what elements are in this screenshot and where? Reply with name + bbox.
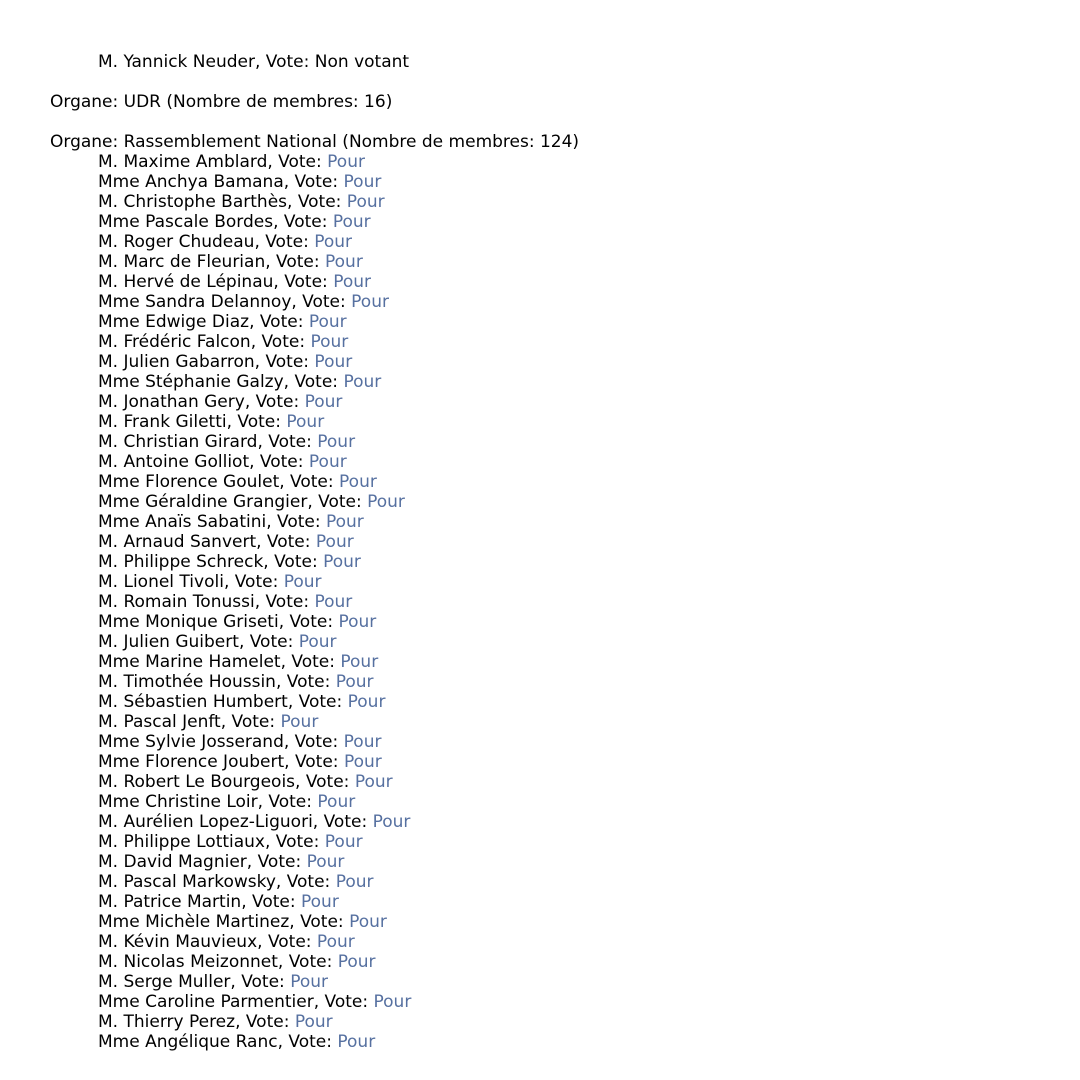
vote-prefix: , Vote:	[287, 692, 348, 712]
member-name: M. Robert Le Bourgeois	[98, 772, 296, 792]
member-entry	[50, 292, 1060, 312]
member-name: Mme Florence Joubert	[98, 752, 285, 772]
member-name: M. Philippe Lottiaux	[98, 832, 265, 852]
member-name: Mme Sylvie Josserand	[98, 732, 284, 752]
vote-prefix: , Vote:	[241, 892, 301, 912]
vote-value: Pour	[283, 572, 322, 592]
vote-value: Pour	[333, 272, 371, 292]
vote-prefix: , Vote:	[254, 352, 315, 372]
member-entry	[50, 432, 1060, 452]
member-name: M. Lionel Tivoli	[98, 572, 224, 592]
vote-value: Pour	[337, 1032, 376, 1052]
member-name: Mme Géraldine Grangier	[98, 492, 308, 512]
member-name: Mme Angélique Ranc	[98, 1032, 278, 1052]
member-entry	[50, 452, 1060, 472]
member-name: Mme Marine Hamelet	[98, 652, 281, 672]
vote-prefix: , Vote:	[265, 832, 325, 852]
member-name: M. Christophe Barthès	[98, 192, 288, 212]
spacer	[50, 112, 1060, 132]
member-entry	[50, 612, 1060, 632]
vote-prefix: , Vote:	[263, 552, 324, 572]
vote-prefix: , Vote:	[249, 452, 309, 472]
vote-prefix: , Vote:	[223, 572, 284, 592]
member-entry	[50, 1032, 1060, 1052]
vote-prefix: , Vote:	[280, 652, 341, 672]
member-name: M. Arnaud Sanvert	[98, 532, 257, 552]
member-entry	[50, 712, 1060, 732]
member-entry	[50, 372, 1060, 392]
member-entry	[50, 332, 1060, 352]
vote-prefix: , Vote:	[257, 432, 318, 452]
member-name: M. Maxime Amblard	[98, 152, 268, 172]
member-name: M. Timothée Houssin	[98, 672, 276, 692]
member-name: M. Hervé de Lépinau	[98, 272, 274, 292]
vote-value: Pour	[314, 352, 353, 372]
member-entry	[50, 952, 1060, 972]
vote-prefix: , Vote:	[295, 772, 355, 792]
member-list	[50, 152, 1060, 1052]
member-name: M. Christian Girard	[98, 432, 258, 452]
member-name: M. Julien Gabarron	[98, 352, 255, 372]
member-entry	[50, 592, 1060, 612]
vote-value: Pour	[325, 512, 364, 532]
vote-prefix: , Vote:	[283, 732, 344, 752]
vote-prefix: , Vote:	[244, 392, 305, 412]
vote-value: Pour	[314, 592, 353, 612]
member-name: M. Aurélien Lopez-Liguori	[98, 812, 313, 832]
vote-value: Pour	[308, 312, 347, 332]
member-name: M. Marc de Fleurian	[98, 252, 266, 272]
spacer	[50, 72, 1060, 92]
vote-value: Pour	[343, 172, 382, 192]
member-entry	[50, 992, 1060, 1012]
vote-value: Pour	[317, 432, 356, 452]
vote-value: Pour	[339, 472, 377, 492]
member-name: M. Patrice Martin	[98, 892, 242, 912]
member-name: Mme Florence Goulet	[98, 472, 280, 492]
vote-prefix: , Vote:	[249, 312, 309, 332]
vote-prefix: , Vote:	[287, 192, 347, 212]
member-entry	[50, 912, 1060, 932]
member-entry	[50, 652, 1060, 672]
vote-prefix: , Vote:	[275, 872, 336, 892]
vote-value: Pour	[286, 412, 325, 432]
member-entry	[50, 232, 1060, 252]
member-entry	[50, 1012, 1060, 1032]
member-entry	[50, 812, 1060, 832]
member-entry	[50, 832, 1060, 852]
member-name: Mme Caroline Parmentier	[98, 992, 314, 1012]
vote-value: Pour	[327, 152, 365, 172]
vote-value: Pour	[351, 292, 389, 312]
member-entry	[50, 512, 1060, 532]
vote-prefix: , Vote:	[289, 912, 350, 932]
vote-prefix: , Vote:	[238, 632, 299, 652]
vote-value: Pour	[324, 832, 363, 852]
member-name: M. Julien Guibert	[98, 632, 239, 652]
member-name: M. Romain Tonussi	[98, 592, 255, 612]
member-name: M. David Magnier	[98, 852, 247, 872]
vote-value: Pour	[314, 232, 353, 252]
member-entry	[50, 472, 1060, 492]
member-entry	[50, 492, 1060, 512]
vote-value: Pour	[335, 672, 374, 692]
vote-prefix: , Vote:	[284, 752, 344, 772]
member-name: M. Sébastien Humbert	[98, 692, 288, 712]
member-entry	[50, 852, 1060, 872]
vote-value: Pour	[332, 212, 371, 232]
vote-prefix: , Vote:	[254, 592, 315, 612]
vote-prefix: , Vote:	[273, 272, 334, 292]
vote-prefix: , Vote:	[256, 532, 316, 552]
vote-prefix: , Vote:	[283, 372, 344, 392]
vote-value: Pour	[338, 612, 377, 632]
member-name: Mme Sandra Delannoy	[98, 292, 292, 312]
vote-prefix: , Vote:	[257, 792, 318, 812]
member-name: Mme Michèle Martinez	[98, 912, 290, 932]
member-entry	[50, 732, 1060, 752]
member-entry	[50, 172, 1060, 192]
member-name: M. Serge Muller	[98, 972, 231, 992]
vote-prefix: , Vote:	[226, 412, 287, 432]
member-entry	[50, 692, 1060, 712]
vote-value: Pour	[373, 992, 412, 1012]
member-name: M. Frédéric Falcon	[98, 332, 251, 352]
vote-value: Pour	[298, 632, 337, 652]
vote-prefix: , Vote:	[267, 152, 328, 172]
member-name: M. Pascal Jenft	[98, 712, 221, 732]
vote-value: Pour	[343, 732, 382, 752]
vote-prefix: , Vote:	[283, 172, 344, 192]
member-name: Mme Pascale Bordes	[98, 212, 274, 232]
member-name: M. Jonathan Gery	[98, 392, 245, 412]
vote-prefix: , Vote:	[312, 812, 373, 832]
vote-prefix: , Vote:	[273, 212, 333, 232]
vote-prefix: , Vote:	[250, 332, 311, 352]
member-entry	[50, 152, 1060, 172]
vote-value: Pour	[343, 752, 382, 772]
vote-prefix: , Vote:	[313, 992, 374, 1012]
vote-value: Non votant	[314, 52, 410, 72]
organe-header-udr: Organe: UDR (Nombre de membres: 16)	[50, 92, 393, 112]
member-name: M. Yannick Neuder	[98, 52, 255, 72]
member-name: Mme Christine Loir	[98, 792, 258, 812]
vote-value: Pour	[335, 872, 374, 892]
member-entry	[50, 52, 1060, 72]
member-entry	[50, 252, 1060, 272]
member-entry	[50, 392, 1060, 412]
member-name: Mme Stéphanie Galzy	[98, 372, 284, 392]
vote-value: Pour	[304, 392, 343, 412]
member-name: Mme Edwige Diaz	[98, 312, 250, 332]
member-name: M. Pascal Markowsky	[98, 872, 276, 892]
vote-value: Pour	[316, 932, 355, 952]
vote-value: Pour	[280, 712, 319, 732]
vote-value: Pour	[315, 532, 354, 552]
vote-prefix: , Vote:	[265, 252, 326, 272]
vote-value: Pour	[372, 812, 411, 832]
vote-value: Pour	[323, 552, 361, 572]
member-entry	[50, 772, 1060, 792]
organe-header-rn: Organe: Rassemblement National (Nombre de membres: 124)	[50, 132, 580, 152]
member-entry	[50, 632, 1060, 652]
member-name: M. Kévin Mauvieux	[98, 932, 258, 952]
vote-prefix: , Vote:	[246, 852, 307, 872]
vote-value: Pour	[290, 972, 328, 992]
vote-prefix: , Vote:	[277, 952, 338, 972]
vote-value: Pour	[301, 892, 339, 912]
vote-prefix: , Vote:	[255, 52, 315, 72]
member-entry	[50, 572, 1060, 592]
vote-prefix: , Vote:	[279, 472, 340, 492]
vote-value: Pour	[347, 692, 386, 712]
vote-prefix: , Vote:	[278, 612, 339, 632]
member-entry	[50, 972, 1060, 992]
vote-value: Pour	[367, 492, 405, 512]
member-entry	[50, 312, 1060, 332]
vote-value: Pour	[310, 332, 349, 352]
vote-value: Pour	[340, 652, 379, 672]
member-entry	[50, 932, 1060, 952]
member-name: Mme Anchya Bamana	[98, 172, 284, 192]
member-entry	[50, 272, 1060, 292]
vote-prefix: , Vote:	[277, 1032, 338, 1052]
member-name: Mme Monique Griseti	[98, 612, 279, 632]
member-entry	[50, 892, 1060, 912]
member-entry	[50, 752, 1060, 772]
member-name: M. Roger Chudeau	[98, 232, 255, 252]
member-entry	[50, 192, 1060, 212]
member-entry	[50, 792, 1060, 812]
vote-prefix: , Vote:	[235, 1012, 295, 1032]
vote-value: Pour	[354, 772, 393, 792]
vote-value: Pour	[294, 1012, 333, 1032]
vote-prefix: , Vote:	[291, 292, 352, 312]
member-entry	[50, 352, 1060, 372]
vote-prefix: , Vote:	[220, 712, 281, 732]
vote-value: Pour	[349, 912, 387, 932]
vote-prefix: , Vote:	[257, 932, 317, 952]
member-name: M. Frank Giletti	[98, 412, 227, 432]
vote-prefix: , Vote:	[307, 492, 368, 512]
vote-document	[50, 52, 1060, 1052]
vote-prefix: , Vote:	[254, 232, 315, 252]
vote-prefix: , Vote:	[266, 512, 326, 532]
member-name: M. Nicolas Meizonnet	[98, 952, 278, 972]
vote-value: Pour	[308, 452, 347, 472]
member-name: Mme Anaïs Sabatini	[98, 512, 267, 532]
vote-value: Pour	[346, 192, 385, 212]
vote-value: Pour	[317, 792, 356, 812]
vote-prefix: , Vote:	[230, 972, 291, 992]
vote-prefix: , Vote:	[275, 672, 336, 692]
member-name: M. Thierry Perez	[98, 1012, 236, 1032]
member-entry	[50, 532, 1060, 552]
member-entry	[50, 672, 1060, 692]
member-entry	[50, 412, 1060, 432]
vote-value: Pour	[325, 252, 363, 272]
member-entry	[50, 872, 1060, 892]
member-name: M. Philippe Schreck	[98, 552, 264, 572]
member-name: M. Antoine Golliot	[98, 452, 250, 472]
member-entry	[50, 552, 1060, 572]
vote-value: Pour	[343, 372, 382, 392]
vote-value: Pour	[337, 952, 376, 972]
vote-value: Pour	[306, 852, 345, 872]
member-entry	[50, 212, 1060, 232]
